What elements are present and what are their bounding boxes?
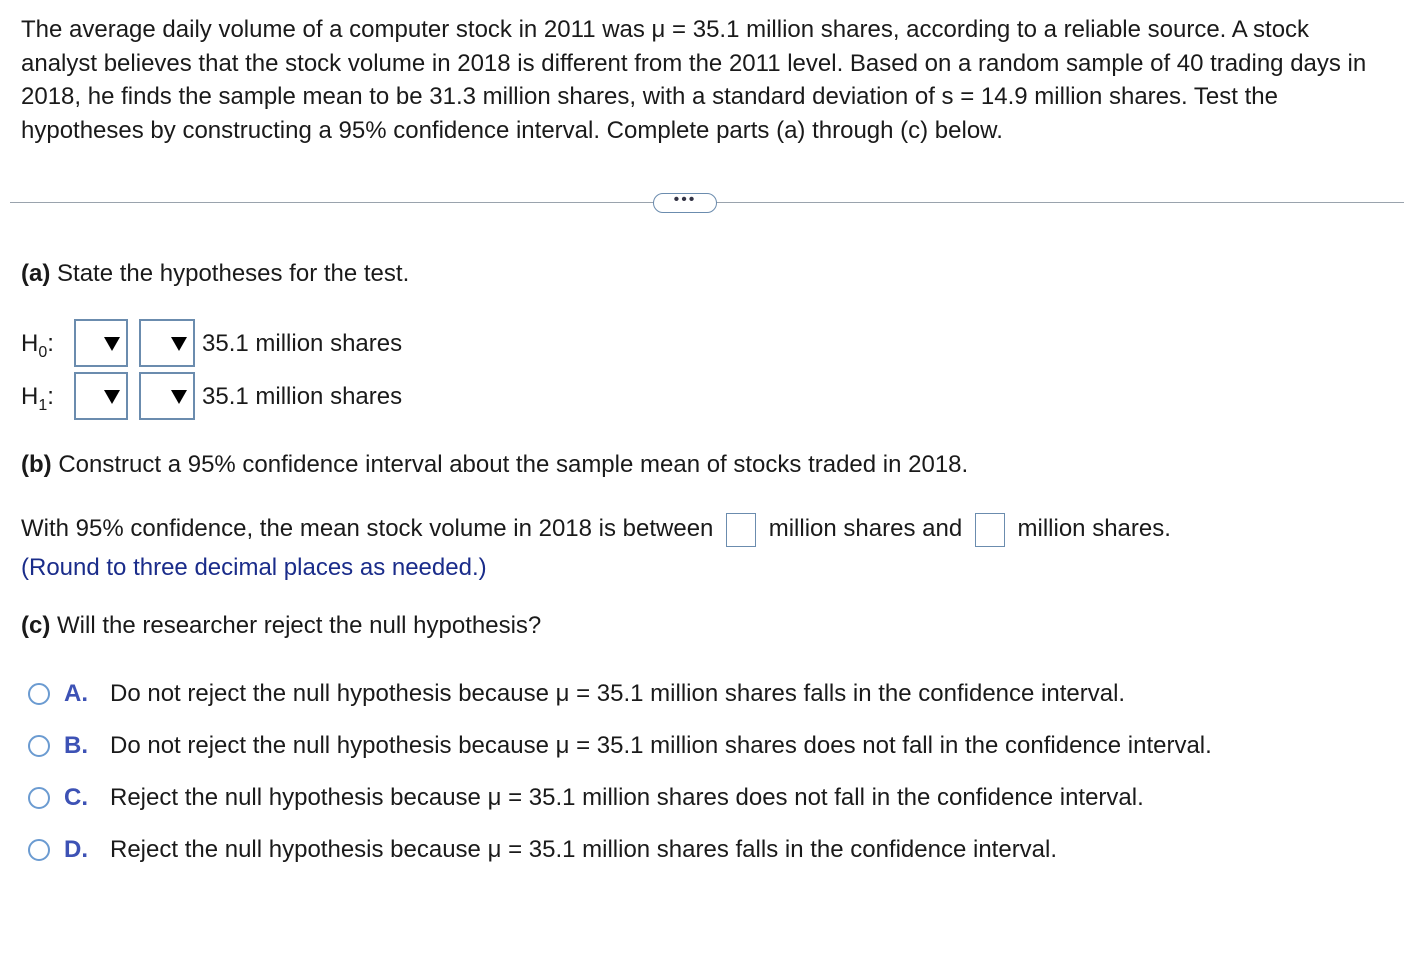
option-letter: A. (64, 680, 88, 707)
radio-button[interactable] (28, 787, 50, 809)
chevron-down-icon (171, 390, 187, 404)
option-b[interactable] (28, 732, 1212, 760)
h1-parameter-dropdown[interactable] (74, 372, 128, 420)
more-button[interactable] (653, 193, 717, 213)
option-text: Reject the null hypothesis because μ = 35.1 million shares falls in the confidence interval. (110, 836, 1058, 863)
part-a-heading (21, 260, 409, 288)
radio-button[interactable] (28, 683, 50, 705)
more-button-label: ••• (673, 191, 697, 208)
option-d[interactable] (28, 836, 1057, 864)
part-c-question: Will the researcher reject the null hypothesis? (57, 612, 542, 639)
option-letter: C. (64, 784, 88, 811)
rounding-hint: (Round to three decimal places as needed.) (21, 554, 487, 581)
part-b-heading (21, 451, 968, 479)
option-text: Do not reject the null hypothesis because μ = 35.1 million shares falls in the confidence interval. (110, 680, 1126, 707)
part-a-question: State the hypotheses for the test. (57, 260, 410, 287)
radio-button[interactable] (28, 735, 50, 757)
ci-sentence-start: With 95% confidence, the mean stock volume in 2018 is between (21, 515, 714, 542)
ci-sentence-mid: million shares and (768, 515, 963, 542)
part-a-tag: (a) (21, 260, 51, 287)
h0-value: 35.1 million shares (202, 330, 403, 357)
part-b-question: Construct a 95% confidence interval about the sample mean of stocks traded in 2018. (58, 451, 969, 478)
option-a[interactable] (28, 680, 1125, 708)
h0-parameter-dropdown[interactable] (74, 319, 128, 367)
option-text: Reject the null hypothesis because μ = 35.1 million shares does not fall in the confidence interval. (110, 784, 1144, 811)
ci-lower-input[interactable] (726, 513, 756, 547)
problem-statement: The average daily volume of a computer stock in 2011 was μ = 35.1 million shares, according to a reliable source. A stock analyst believes that the stock volume in 2018 is different from the 2011 level. Based on a random sample of 40 trading days in 2018, he finds the sample mean to be 31.3 million shares, with a standard deviation of s = 14.9 million shares. Test the hypotheses by constructing a 95% confidence interval. Complete parts (a) through (c) below. (21, 16, 1367, 144)
option-text: Do not reject the null hypothesis because μ = 35.1 million shares does not fall in the confidence interval. (110, 732, 1212, 759)
ci-upper-input[interactable] (975, 513, 1005, 547)
part-b-tag: (b) (21, 451, 52, 478)
ci-sentence-end: million shares. (1017, 515, 1171, 542)
h1-label: $H_1$: (21, 383, 54, 414)
radio-button[interactable] (28, 839, 50, 861)
part-c-tag: (c) (21, 612, 51, 639)
h0-operator-dropdown[interactable] (139, 319, 195, 367)
h1-value: 35.1 million shares (202, 383, 403, 410)
h1-operator-dropdown[interactable] (139, 372, 195, 420)
option-letter: B. (64, 732, 88, 759)
h0-label: $H_0$: (21, 330, 54, 361)
option-c[interactable] (28, 784, 1144, 812)
chevron-down-icon (104, 390, 120, 404)
chevron-down-icon (104, 337, 120, 351)
part-c-heading (21, 612, 541, 640)
chevron-down-icon (171, 337, 187, 351)
ci-sentence (21, 509, 1171, 549)
option-letter: D. (64, 836, 88, 863)
